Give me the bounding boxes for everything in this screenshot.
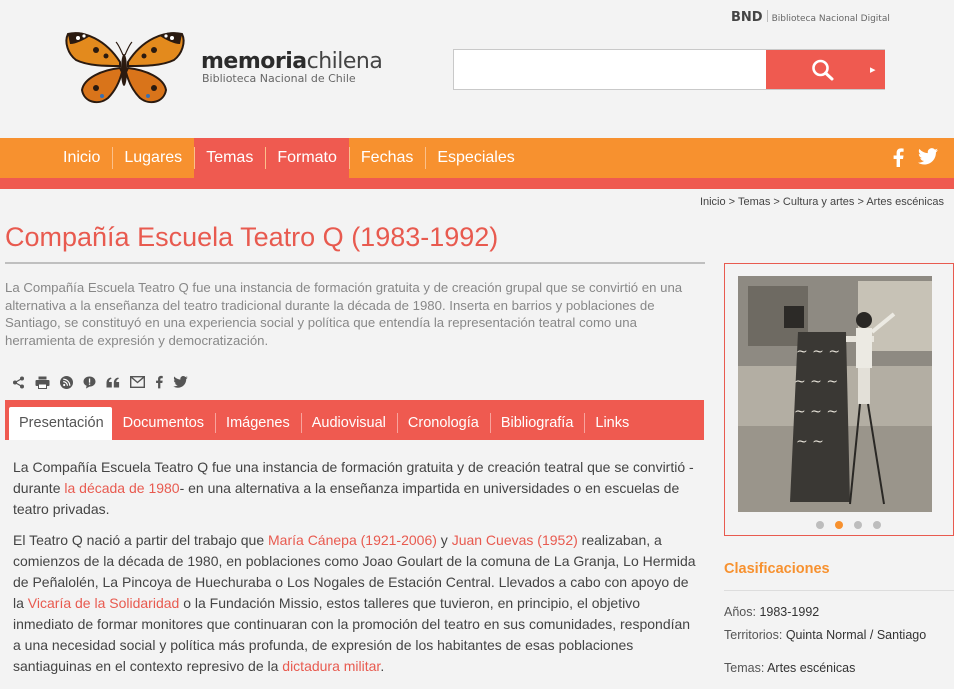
photo-script-text: ~ ~ — [796, 434, 824, 450]
link-decada-1980[interactable]: la década de 1980 — [64, 480, 180, 496]
butterfly-logo-icon — [62, 28, 188, 108]
quote-icon[interactable] — [106, 377, 120, 388]
text: - en una alternativa a la enseñanza impartida en universidades o en escuelas de teatro privadas. — [13, 480, 680, 517]
text: realizaban, a comienzos de la década de 1980, en poblaciones como Joao Goulart de la comuna de La Granja, Lo Hermida de Peñalolén, La Pincoya de Huechuraba o Los Nogales de Estación Central. Llevados a cabo con apoyo de la — [13, 532, 696, 611]
theatre-photo-image — [738, 276, 932, 512]
link-maria-canepa[interactable]: María Cánepa (1921-2006) — [268, 532, 437, 548]
brand-light: chilena — [306, 49, 383, 74]
site-logo[interactable] — [62, 28, 382, 110]
nav-item-inicio[interactable] — [51, 138, 112, 178]
years-value[interactable]: 1983-1992 — [759, 605, 820, 619]
territory-santiago[interactable]: Santiago — [876, 628, 927, 642]
tab-bibliografia[interactable] — [490, 400, 585, 440]
photo-script-text: ~ ~ ~ — [796, 344, 841, 360]
nav-item-lugares[interactable] — [112, 138, 194, 178]
link-dictadura-militar[interactable]: dictadura militar — [282, 658, 381, 674]
tab-label[interactable]: Cronología — [407, 415, 479, 431]
twitter-share-icon[interactable] — [173, 376, 188, 388]
brand-subtitle: Biblioteca Nacional de Chile — [202, 72, 356, 85]
paragraph-1 — [13, 457, 699, 520]
facebook-icon[interactable] — [892, 148, 904, 167]
tab-presentacion[interactable] — [9, 400, 112, 440]
bnd-separator — [767, 10, 768, 22]
email-icon[interactable] — [130, 376, 145, 388]
content-tabs — [5, 400, 704, 440]
photo-script-text: ~ ~ ~ — [794, 374, 839, 390]
gallery-dot-1[interactable] — [816, 521, 824, 529]
nav-label[interactable]: Inicio — [63, 149, 101, 166]
brand-wordmark — [201, 49, 382, 74]
bnd-link[interactable] — [731, 10, 890, 25]
tab-imagenes[interactable] — [215, 400, 301, 440]
share-icon[interactable] — [12, 376, 25, 389]
tab-links[interactable] — [584, 400, 640, 440]
gallery-dot-3[interactable] — [854, 521, 862, 529]
tab-label[interactable]: Links — [595, 415, 630, 431]
classifications-divider — [724, 590, 954, 591]
tab-label[interactable]: Audiovisual — [311, 415, 386, 431]
title-divider — [5, 262, 705, 264]
share-tools — [12, 375, 188, 389]
comment-icon[interactable] — [83, 376, 96, 389]
article-body — [13, 457, 699, 687]
nav-item-temas[interactable] — [194, 138, 265, 178]
paragraph-2 — [13, 530, 699, 677]
tab-label[interactable]: Documentos — [122, 415, 205, 431]
text: . — [380, 658, 385, 674]
classifications-heading: Clasificaciones — [724, 561, 830, 577]
tab-label[interactable]: Bibliografía — [500, 415, 574, 431]
print-icon[interactable] — [35, 376, 50, 389]
chevron-right-icon: ▸ — [870, 63, 876, 76]
main-nav — [0, 138, 954, 178]
page-title: Compañía Escuela Teatro Q (1983-1992) — [5, 222, 499, 252]
link-vicaria[interactable]: Vicaría de la Solidaridad — [27, 595, 180, 611]
brand-bold: memoria — [201, 49, 307, 74]
classification-territories — [724, 628, 926, 642]
territory-quinta-normal[interactable]: Quinta Normal — [785, 628, 867, 642]
twitter-icon[interactable] — [918, 148, 938, 165]
bnd-long: Biblioteca Nacional Digital — [771, 14, 890, 24]
facebook-share-icon[interactable] — [155, 375, 163, 389]
years-label: Años: — [724, 605, 756, 619]
nav-label[interactable]: Fechas — [360, 149, 414, 166]
nav-item-especiales[interactable] — [425, 138, 526, 178]
search-box — [453, 49, 885, 90]
tab-label[interactable]: Presentación — [9, 407, 112, 440]
classification-themes — [724, 661, 855, 675]
territories-label: Territorios: — [724, 628, 783, 642]
gallery-dots — [816, 521, 881, 529]
theme-artes-escenicas[interactable]: Artes escénicas — [767, 661, 856, 675]
text: La Compañía Escuela Teatro Q fue una instancia de formación gratuita y de creación teatral que se convirtió -durante — [13, 459, 694, 496]
text: o la Fundación Missio, estos talleres que tuvieron, en principio, el objetivo inmediato de formar monitores que continuaran con la promoción del teatro en sus comunidades, respondían a una necesidad social y política más profunda, de expresión de los habitantes de esas poblaciones santiaguinas en el contexto represivo de la — [13, 595, 691, 674]
nav-item-formato[interactable] — [265, 138, 349, 178]
nav-label[interactable]: Lugares — [124, 149, 183, 166]
gallery-photo[interactable] — [738, 276, 932, 512]
classification-years — [724, 605, 819, 619]
search-icon — [811, 59, 835, 81]
nav-item-fechas[interactable] — [349, 138, 425, 178]
image-gallery — [724, 263, 954, 536]
link-juan-cuevas[interactable]: Juan Cuevas (1952) — [451, 532, 578, 548]
search-button[interactable] — [766, 50, 885, 89]
tab-cronologia[interactable] — [397, 400, 490, 440]
social-links — [892, 148, 938, 167]
gallery-dot-4[interactable] — [873, 521, 881, 529]
page-lead: La Compañía Escuela Teatro Q fue una instancia de formación gratuita y de creación grupal que se convirtió en una alternativa a la enseñanza del teatro tradicional durante la década de 1980. Inserta en barrios y poblaciones de Santiago, se constituyó en una experiencia social y política que entendía la representación teatral como una herramienta de expresión y democratización. — [5, 280, 683, 348]
tab-audiovisual[interactable] — [301, 400, 397, 440]
search-input[interactable] — [454, 50, 765, 89]
nav-label[interactable]: Especiales — [437, 149, 515, 166]
tab-documentos[interactable] — [112, 400, 215, 440]
text: y — [436, 532, 452, 548]
nav-underline — [0, 178, 954, 189]
themes-label: Temas: — [724, 661, 765, 675]
text: El Teatro Q nació a partir del trabajo que — [13, 532, 269, 548]
nav-label[interactable]: Temas — [194, 138, 265, 178]
tab-label[interactable]: Imágenes — [226, 415, 290, 431]
rss-icon[interactable] — [60, 376, 73, 389]
site-header — [0, 0, 954, 138]
photo-script-text: ~ ~ ~ — [794, 404, 839, 420]
breadcrumb[interactable]: Inicio > Temas > Cultura y artes > Artes escénicas — [699, 196, 944, 208]
gallery-dot-2[interactable] — [835, 521, 843, 529]
nav-label[interactable]: Formato — [265, 138, 349, 178]
bnd-short: BND — [731, 10, 763, 25]
territory-separator: / — [866, 628, 877, 642]
